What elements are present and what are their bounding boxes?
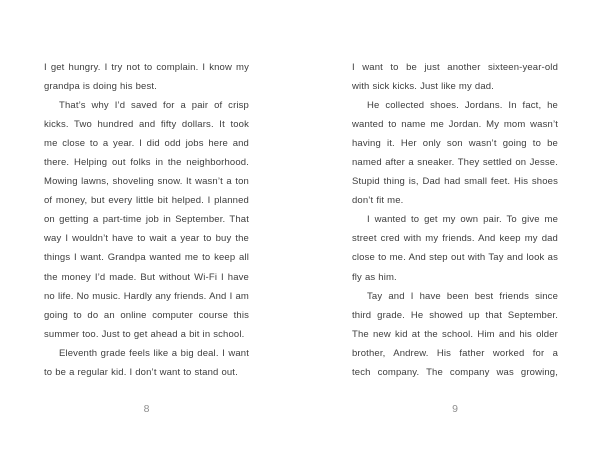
text-line: Tay and I have been best friends since xyxy=(367,290,558,302)
text-line: things I want. Grandpa wanted me to keep all xyxy=(44,252,249,264)
text-line: I get hungry. I try not to complain. I know my xyxy=(44,62,249,73)
text-line: fly as him. xyxy=(352,271,397,283)
text-line: I want to be just another sixteen-year-old xyxy=(352,62,558,73)
text-line: He collected shoes. Jordans. In fact, he xyxy=(367,100,558,112)
text-line: street cred with my friends. And keep my dad xyxy=(352,233,558,245)
text-line: to be a regular kid. I don’t want to stand out. xyxy=(44,366,238,378)
text-line: The new kid at the school. Him and his older xyxy=(352,328,558,340)
page-right-text xyxy=(352,58,558,382)
text-line: no life. No music. Hardly any friends. And I am xyxy=(44,290,249,302)
text-line: of money, but every little bit helped. I planned xyxy=(44,195,249,207)
text-line: there. Helping out folks in the neighborhood. xyxy=(44,157,249,169)
page-right xyxy=(352,0,558,450)
page-right-number: 9 xyxy=(452,403,458,415)
text-line: having it. Her only son wasn’t going to be xyxy=(352,138,558,150)
text-line: going to do an online computer course this xyxy=(44,309,249,321)
text-line: grandpa is doing his best. xyxy=(44,81,157,93)
text-line: me close to a year. I did odd jobs here and xyxy=(44,138,249,150)
text-line: summer too. Just to get ahead a bit in school. xyxy=(44,328,245,340)
text-line: named after a sneaker. They settled on Jesse. xyxy=(352,157,558,169)
text-line: don’t fit me. xyxy=(352,195,404,207)
text-line: third grade. He showed up that September. xyxy=(352,309,558,321)
text-line: tech company. The company was growing, xyxy=(352,366,558,378)
text-line: Mowing lawns, shoveling snow. It wasn’t a ton xyxy=(44,176,249,188)
text-line: way I wouldn’t have to wait a year to buy the xyxy=(44,233,249,245)
text-line: Eleventh grade feels like a big deal. I want xyxy=(59,347,249,359)
text-line: wanted to name me Jordan. My mom wasn’t xyxy=(352,119,558,131)
page-left-number: 8 xyxy=(143,403,150,415)
text-line: brother, Andrew. His father worked for a xyxy=(352,347,558,359)
text-line: with sick kicks. Just like my dad. xyxy=(352,81,494,93)
text-line: Stupid thing is, Dad had small feet. His shoes xyxy=(352,176,558,188)
text-line: I wanted to get my own pair. To give me xyxy=(367,214,558,226)
text-line: close to me. And step out with Tay and look as xyxy=(352,252,558,264)
text-line: That’s why I’d saved for a pair of crisp xyxy=(59,100,249,112)
page-left-text xyxy=(44,58,249,382)
page-left xyxy=(44,0,249,450)
text-line: on getting a part-time job in September. That xyxy=(44,214,249,226)
text-line: the money I’d made. But without Wi-Fi I have xyxy=(44,271,249,283)
text-line: kicks. Two hundred and fifty dollars. It took xyxy=(44,119,249,131)
